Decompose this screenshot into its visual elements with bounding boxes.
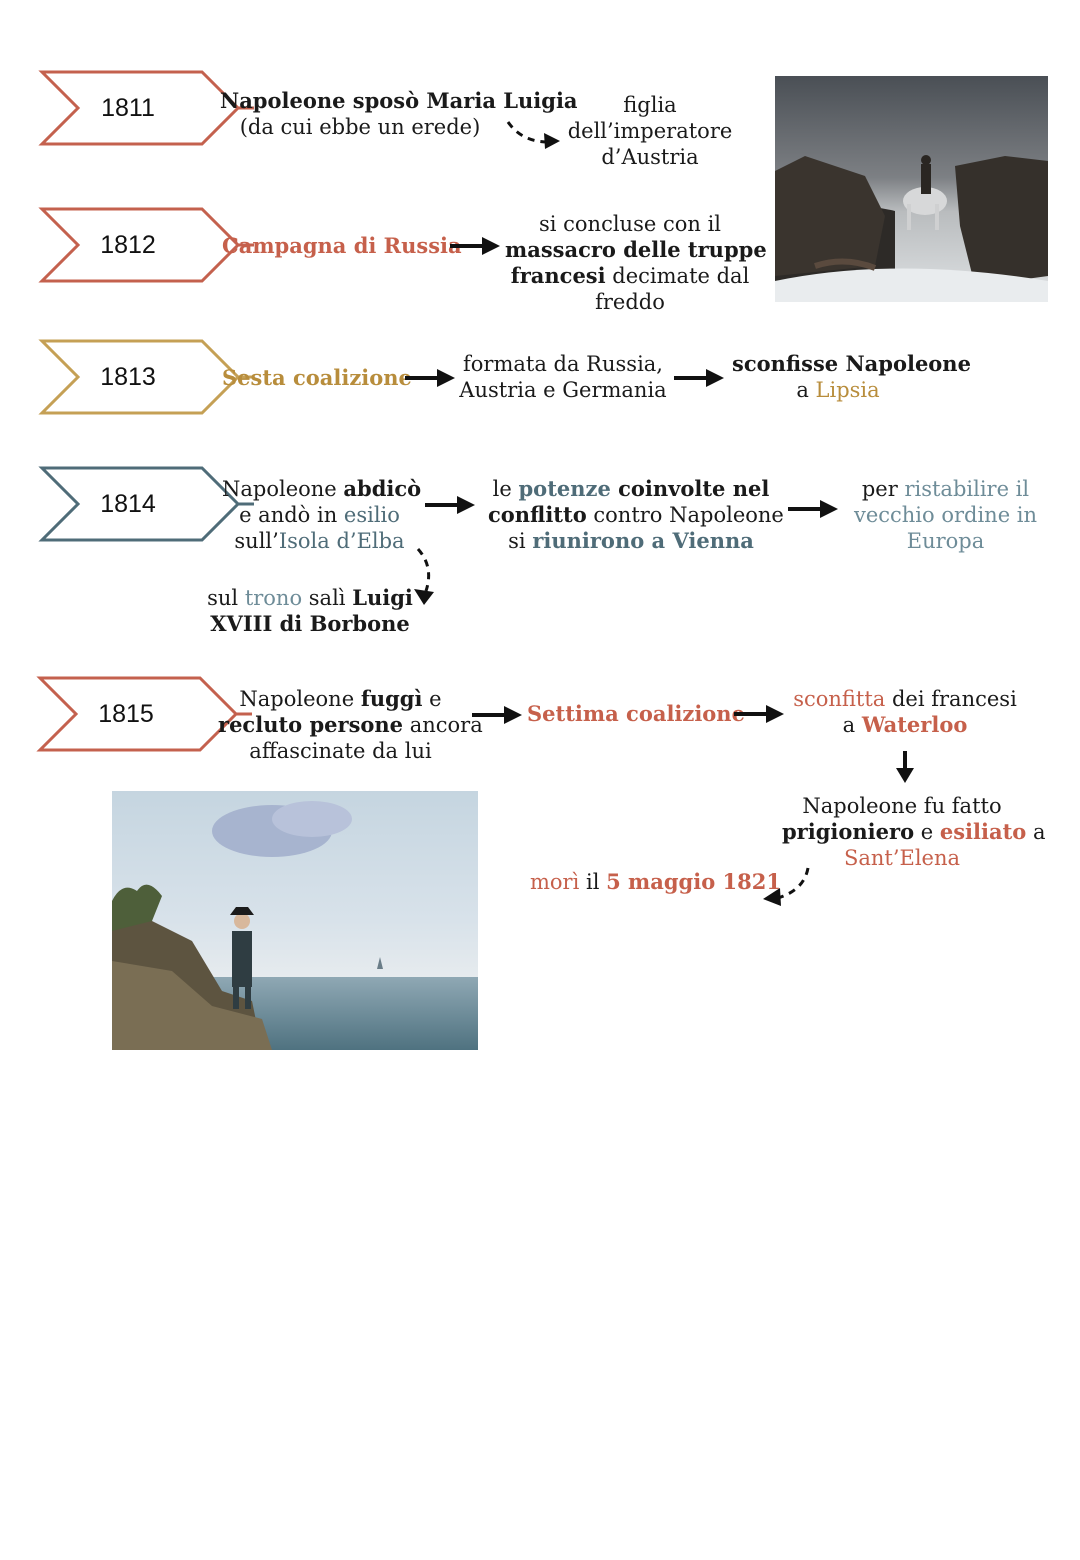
daughter-line-3: d’Austria <box>601 145 699 169</box>
outcome-line-2: massacro delle truppe <box>505 237 767 262</box>
year-tag-1814 <box>40 466 216 542</box>
outcome-line-1: si concluse con il <box>538 212 722 236</box>
escape-text: Napoleone fuggì e recluto persone ancora affascinate da lui <box>218 686 483 763</box>
marriage-line: Napoleone sposò Maria Luigia <box>220 88 578 113</box>
louis-xviii: sul trono salì Luigi XVIII di Borbone <box>207 585 413 636</box>
defeat-line-2: a Lipsia <box>796 378 880 402</box>
dashed-arrow-icon <box>504 116 564 156</box>
members-line-1: formata da Russia, <box>463 352 663 376</box>
daughter-line-1: figlia <box>623 93 677 117</box>
defeat-line-1: sconfisse Napoleone <box>732 351 971 376</box>
outcome-line-3: francesi decimate dal <box>510 263 750 288</box>
arrow-right-icon <box>786 497 840 521</box>
restore-order: per ristabilire il vecchio ordine in Europa <box>853 477 1038 553</box>
marriage-text <box>220 88 578 140</box>
arrow-right-icon <box>470 703 524 727</box>
retreat-painting <box>775 76 1048 302</box>
arrow-down-icon <box>893 749 917 785</box>
outcome-line-4: freddo <box>595 290 665 314</box>
abdication-text: Napoleone abdicò e andò in esilio sull’Isola d’Elba <box>222 476 422 553</box>
campaign-outcome <box>505 211 767 315</box>
daughter-note <box>560 92 740 170</box>
year-label: 1813 <box>100 363 156 391</box>
year-tag-1812 <box>40 207 216 283</box>
exile-painting <box>112 791 478 1050</box>
seventh-coalition: Settima coalizione <box>527 701 745 726</box>
arrow-right-icon <box>672 366 726 390</box>
year-label: 1814 <box>100 490 156 518</box>
year-label: 1811 <box>101 94 155 122</box>
retreat-painting-image <box>775 76 1048 302</box>
prisoner-text: Napoleone fu fatto prigioniero e esiliato a Sant’Elena <box>782 794 1046 870</box>
vienna-congress: le potenze coinvolte nel conflitto contro Napoleone si riunirono a Vienna <box>488 476 784 553</box>
death-date: morì il 5 maggio 1821 <box>530 869 781 894</box>
daughter-line-2: dell’imperatore <box>567 119 733 143</box>
year-label: 1812 <box>100 231 156 259</box>
year-tag-1811 <box>40 70 216 146</box>
heir-note: (da cui ebbe un erede) <box>239 115 481 139</box>
russia-campaign: Campagna di Russia <box>222 233 462 258</box>
members-line-2: Austria e Germania <box>459 378 667 402</box>
waterloo-text: sconfitta dei francesi a Waterloo <box>793 687 1017 737</box>
leipzig-defeat <box>732 351 971 403</box>
year-tag-1813 <box>40 339 216 415</box>
exile-painting-image <box>112 791 478 1050</box>
arrow-right-icon <box>423 493 477 517</box>
year-tag-1815 <box>38 676 214 752</box>
sixth-coalition: Sesta coalizione <box>222 365 412 390</box>
year-label: 1815 <box>98 700 154 728</box>
coalition-members <box>458 351 668 403</box>
arrow-right-icon <box>732 702 786 726</box>
arrow-right-icon <box>448 234 502 258</box>
arrow-right-icon <box>403 366 457 390</box>
